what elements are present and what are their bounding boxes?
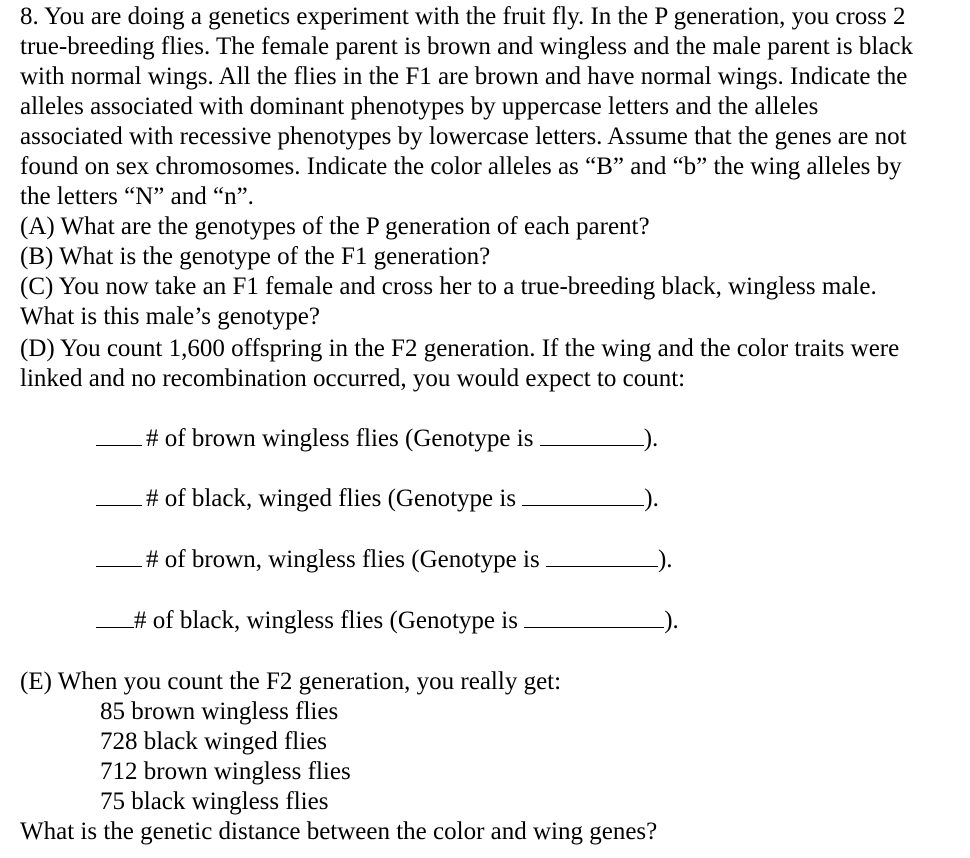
- part-e-count-1: 85 brown wingless flies: [100, 698, 339, 725]
- fill-item-4: [96, 606, 679, 636]
- part-e-final-question: What is the genetic distance between the color and wing genes?: [20, 818, 658, 845]
- fill-item-3: [96, 545, 673, 575]
- count-blank-2[interactable]: [96, 485, 142, 506]
- part-d-question-line-1: (D) You count 1,600 offspring in the F2 generation. If the wing and the color traits were: [20, 335, 900, 362]
- part-e-count-2: 728 black winged flies: [100, 728, 328, 755]
- part-c-question-line-2: What is this male’s genotype?: [20, 303, 320, 330]
- part-e-heading: (E) When you count the F2 generation, you really get:: [20, 668, 562, 695]
- part-a-question: (A) What are the genotypes of the P generation of each parent?: [20, 213, 650, 240]
- fill-item-4-close: ).: [664, 607, 679, 634]
- fill-item-3-label: # of brown, wingless flies (Genotype is: [146, 546, 540, 573]
- intro-line-5: associated with recessive phenotypes by lowercase letters. Assume that the genes are not: [20, 123, 907, 150]
- fill-item-1: [96, 424, 658, 454]
- intro-line-4: alleles associated with dominant phenotypes by uppercase letters and the alleles: [20, 93, 819, 120]
- part-e-count-4: 75 black wingless flies: [100, 788, 329, 815]
- genotype-blank-3[interactable]: [546, 546, 658, 567]
- part-c-question-line-1: (C) You now take an F1 female and cross her to a true-breeding black, wingless male.: [20, 273, 877, 300]
- fill-item-2-close: ).: [644, 485, 659, 512]
- intro-line-6: found on sex chromosomes. Indicate the color alleles as “B” and “b” the wing alleles by: [20, 153, 902, 180]
- fill-item-3-close: ).: [657, 546, 673, 573]
- fill-item-2: [96, 484, 659, 514]
- part-e-count-3: 712 brown wingless flies: [100, 758, 351, 785]
- genotype-blank-2[interactable]: [522, 485, 644, 506]
- intro-line-7: the letters “N” and “n”.: [20, 183, 254, 210]
- genotype-blank-1[interactable]: [540, 425, 644, 446]
- fill-item-1-close: ).: [643, 425, 659, 452]
- part-b-question: (B) What is the genotype of the F1 generation?: [20, 243, 491, 270]
- fill-item-1-label: # of brown wingless flies (Genotype is: [146, 425, 534, 452]
- count-blank-4[interactable]: [96, 607, 134, 628]
- genotype-blank-4[interactable]: [524, 607, 664, 628]
- intro-line-2: true-breeding flies. The female parent is brown and wingless and the male parent is black: [20, 33, 913, 60]
- intro-line-3: with normal wings. All the flies in the F1 are brown and have normal wings. Indicate the: [20, 63, 908, 90]
- count-blank-1[interactable]: [96, 425, 142, 446]
- count-blank-3[interactable]: [96, 546, 142, 567]
- intro-line-1: 8. You are doing a genetics experiment with the fruit fly. In the P generation, you cross 2: [20, 3, 906, 30]
- fill-item-4-label: # of black, wingless flies (Genotype is: [134, 607, 518, 634]
- part-d-question-line-2: linked and no recombination occurred, you would expect to count:: [20, 365, 686, 392]
- fill-item-2-label: # of black, winged flies (Genotype is: [146, 485, 517, 512]
